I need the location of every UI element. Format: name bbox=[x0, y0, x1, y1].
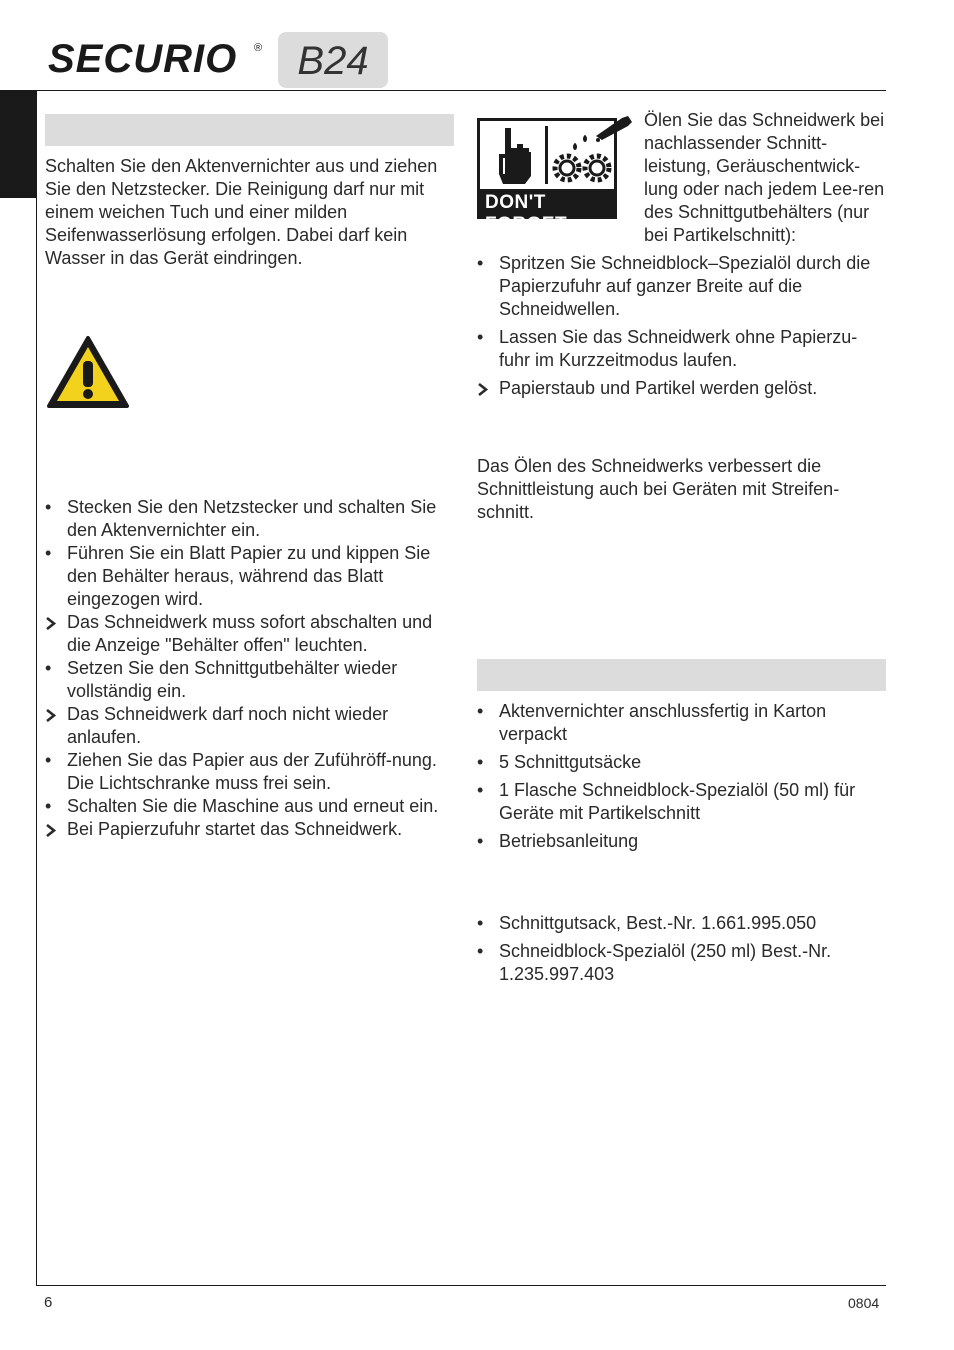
list-item bbox=[477, 252, 887, 321]
list-item-text: Schalten Sie die Maschine aus und erneut ein. bbox=[67, 796, 439, 816]
bullet-marker bbox=[45, 657, 67, 680]
bullet-marker bbox=[477, 912, 499, 935]
list-item bbox=[45, 818, 457, 841]
delivery-items bbox=[477, 700, 887, 853]
list-item-text: Papierstaub und Partikel werden gelöst. bbox=[499, 378, 818, 398]
bullet-marker bbox=[477, 940, 499, 963]
list-item bbox=[477, 912, 887, 935]
list-item bbox=[477, 830, 887, 853]
bullet-marker bbox=[45, 496, 67, 519]
bullet-marker bbox=[45, 749, 67, 772]
oil-note-paragraph bbox=[477, 455, 882, 524]
list-item bbox=[45, 795, 457, 818]
page-number: 6 bbox=[44, 1294, 53, 1311]
list-item-text: Aktenvernichter anschlussfertig in Karton verpackt bbox=[499, 701, 827, 744]
list-item bbox=[45, 657, 457, 703]
bullet-marker bbox=[45, 795, 67, 818]
list-item bbox=[477, 700, 887, 746]
list-item-text: Spritzen Sie Schneidblock–Spezialöl durch die Papierzufuhr auf ganzer Breite auf die Schneidwellen. bbox=[499, 253, 871, 319]
bullet-marker bbox=[477, 751, 499, 774]
list-item bbox=[45, 749, 457, 795]
list-item bbox=[45, 703, 457, 749]
cleaning-paragraph bbox=[45, 155, 457, 270]
bullet-marker bbox=[477, 326, 499, 349]
dont-forget-label: DON'T FORGET bbox=[485, 192, 568, 235]
oil-steps bbox=[477, 252, 887, 400]
list-item-text: Das Schneidwerk muss sofort abschalten und die Anzeige "Behälter offen" leuchten. bbox=[67, 612, 433, 655]
accessory-items bbox=[477, 912, 887, 986]
list-item-text: 5 Schnittgutsäcke bbox=[499, 752, 642, 772]
list-item-text: Stecken Sie den Netzstecker und schalten Sie den Aktenvernichter ein. bbox=[67, 497, 437, 540]
list-item bbox=[477, 940, 887, 986]
document-code: 0804 bbox=[848, 1295, 880, 1311]
list-item-text: Schneidblock-Spezialöl (250 ml) Best.-Nr. 1.235.997.403 bbox=[499, 941, 832, 984]
list-item-text: 1 Flasche Schneidblock-Spezialöl (50 ml) für Geräte mit Partikelschnitt bbox=[499, 780, 856, 823]
list-item-text: Betriebsanleitung bbox=[499, 831, 639, 851]
list-item bbox=[477, 326, 887, 372]
section-heading-bar-cleaning bbox=[45, 114, 454, 146]
oil-note-text: Das Ölen des Schneidwerks verbessert die Schnittleistung auch bei Geräten mit Streifen-schnitt. bbox=[477, 456, 840, 522]
section-heading-bar-delivery bbox=[477, 659, 886, 691]
registered-mark: ® bbox=[254, 42, 263, 54]
bullet-marker bbox=[477, 700, 499, 723]
list-item-text: Bei Papierzufuhr startet das Schneidwerk. bbox=[67, 819, 403, 839]
list-item bbox=[45, 611, 457, 657]
list-item-text: Führen Sie ein Blatt Papier zu und kippen Sie den Behälter heraus, während das Blatt eingezogen wird. bbox=[67, 543, 431, 609]
list-item-text: Ziehen Sie das Papier aus der Zuführöff-nung. Die Lichtschranke muss frei sein. bbox=[67, 750, 437, 793]
list-item-text: Lassen Sie das Schneidwerk ohne Papierzu-fuhr im Kurzzeitmodus laufen. bbox=[499, 327, 858, 370]
safety-check-list bbox=[45, 496, 457, 841]
oil-intro-text: Ölen Sie das Schneidwerk bei nachlassender Schnitt-leistung, Geräuschentwick-lung oder nach jedem Lee-ren des Schnittgutbehälters (nur bei Partikelschnitt): bbox=[644, 110, 885, 245]
list-item-text: Das Schneidwerk darf noch nicht wieder anlaufen. bbox=[67, 704, 389, 747]
warning-icon bbox=[46, 335, 130, 409]
left-margin-rule bbox=[36, 90, 37, 1286]
footer-rule bbox=[36, 1285, 886, 1286]
oil-intro-paragraph bbox=[644, 109, 889, 247]
bullet-marker bbox=[477, 252, 499, 275]
model-name: B24 bbox=[297, 39, 369, 83]
bullet-marker bbox=[477, 779, 499, 802]
list-item bbox=[477, 751, 887, 774]
oil-can-icon bbox=[592, 112, 636, 142]
accessories-list bbox=[477, 912, 887, 986]
oil-steps-list bbox=[477, 252, 887, 400]
list-item bbox=[477, 377, 887, 400]
list-item bbox=[45, 542, 457, 611]
cleaning-text: Schalten Sie den Aktenvernichter aus und ziehen Sie den Netzstecker. Die Reinigung darf nur mit einem weichen Tuch und einer milden Seifenwasserlösung erfolgen. Dabei darf kein Wasser in das Gerät eindringen. bbox=[45, 156, 438, 268]
list-item-text: Setzen Sie den Schnittgutbehälter wieder vollständig ein. bbox=[67, 658, 398, 701]
delivery-list bbox=[477, 700, 887, 853]
bullet-marker bbox=[477, 830, 499, 853]
list-item bbox=[45, 496, 457, 542]
brand-logo: SECURIO bbox=[48, 37, 238, 81]
list-item bbox=[477, 779, 887, 825]
check-steps bbox=[45, 496, 457, 841]
list-item-text: Schnittgutsack, Best.-Nr. 1.661.995.050 bbox=[499, 913, 817, 933]
header-rule bbox=[36, 90, 886, 91]
chapter-thumb-tab bbox=[0, 90, 36, 198]
bullet-marker bbox=[45, 542, 67, 565]
